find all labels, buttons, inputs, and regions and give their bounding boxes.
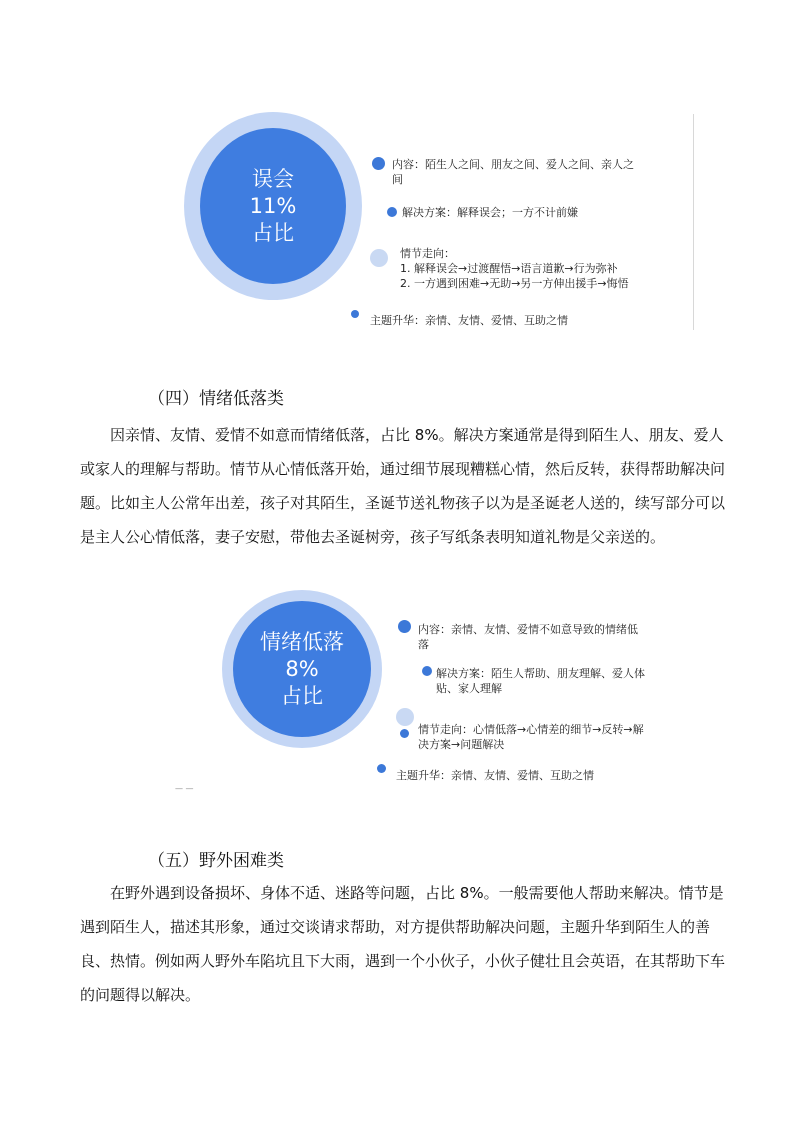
item-solution: 解决方案：解释误会；一方不计前嫌 <box>402 206 578 219</box>
circle-title: 误会 <box>252 166 294 191</box>
circle-title: 情绪低落 <box>260 629 344 654</box>
section-5-paragraph: 在野外遇到设备损坏、身体不适、迷路等问题，占比 8%。一般需要他人帮助来解决。情节是遇到陌生人，描述其形象，通过交谈请求帮助，对方提供帮助解决问题，主题升华到陌生人的善良、热情。例如两人野外车陷坑且下大雨，遇到一个小伙子，小伙子健壮且会英语，在其帮助下车的问题得以解决。 <box>80 884 726 1004</box>
section-4-paragraph: 因亲情、友情、爱情不如意而情绪低落，占比 8%。解决方案通常是得到陌生人、朋友、爱人或家人的理解与帮助。情节从心情低落开始，通过细节展现糟糕心情，然后反转，获得帮助解决问题。比如主人公常年出差，孩子对其陌生，圣诞节送礼物孩子以为是圣诞老人送的，续写部分可以是主人公心情低落，妻子安慰，带他去圣诞树旁，孩子写纸条表明知道礼物是父亲送的。 <box>80 426 726 546</box>
scan-mark: — — <box>175 784 194 793</box>
bullet-dot <box>422 666 432 676</box>
circle-label <box>233 601 371 737</box>
item-plot-line-2: 2. 一方遇到困难→无助→另一方伸出援手→悔悟 <box>400 277 629 290</box>
bullet-dot <box>400 729 409 738</box>
item-content: 内容：陌生人之间、朋友之间、爱人之间、亲人之间 <box>392 158 634 186</box>
circle-share: 占比 <box>252 220 294 245</box>
item-theme: 主题升华：亲情、友情、爱情、互助之情 <box>370 314 568 327</box>
item-solution: 解决方案：陌生人帮助、朋友理解、爱人体贴、家人理解 <box>436 667 645 695</box>
bullet-dot-light <box>396 708 414 726</box>
section-4-heading: （四）情绪低落类 <box>148 389 284 409</box>
circle-percent: 11% <box>249 193 297 218</box>
circle-percent: 8% <box>285 656 319 681</box>
bullet-dot <box>377 764 386 773</box>
item-plot: 情节走向：心情低落→心情差的细节→反转→解决方案→问题解决 <box>418 723 644 751</box>
item-theme: 主题升华：亲情、友情、爱情、互助之情 <box>396 769 594 782</box>
section-5-heading: （五）野外困难类 <box>148 851 284 871</box>
bullet-dot <box>398 620 411 633</box>
item-content: 内容：亲情、友情、爱情不如意导致的情绪低落 <box>418 623 638 651</box>
item-plot-line-1: 1. 解释误会→过渡醒悟→语言道歉→行为弥补 <box>400 262 618 275</box>
item-plot-title: 情节走向： <box>400 247 455 260</box>
circle-share: 占比 <box>281 683 323 708</box>
